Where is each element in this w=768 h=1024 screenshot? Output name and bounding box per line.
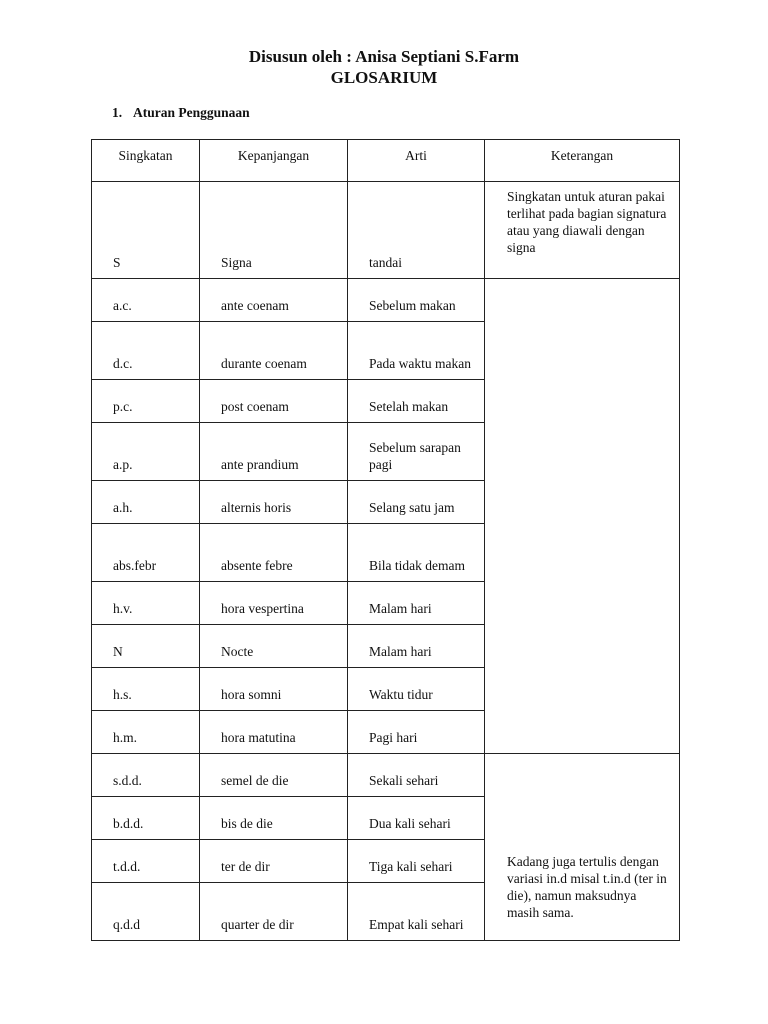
cell-meaning: Pagi hari [348, 711, 485, 754]
cell-abbr: t.d.d. [92, 840, 200, 883]
cell-abbr: h.v. [92, 582, 200, 625]
cell-abbr: p.c. [92, 380, 200, 423]
cell-full: Signa [200, 182, 348, 279]
header-singkatan: Singkatan [92, 140, 200, 182]
cell-full: alternis horis [200, 481, 348, 524]
cell-note-frequency: Kadang juga tertulis dengan variasi in.d misal t.in.d (ter in die), namun maksudnya masih sama. [485, 754, 680, 941]
cell-abbr: h.s. [92, 668, 200, 711]
cell-full: ante prandium [200, 423, 348, 481]
cell-full: bis de die [200, 797, 348, 840]
cell-full: ante coenam [200, 279, 348, 322]
cell-meaning: Pada waktu makan [348, 322, 485, 380]
section-heading [112, 105, 250, 121]
table-row [92, 182, 680, 279]
cell-meaning: Malam hari [348, 582, 485, 625]
document-author-line: Disusun oleh : Anisa Septiani S.Farm [248, 47, 520, 66]
cell-note-signa: Singkatan untuk aturan pakai terlihat pada bagian signatura atau yang diawali dengan signa [485, 182, 680, 279]
section-number: 1. [112, 105, 123, 120]
cell-meaning: Sebelum sarapan pagi [348, 423, 485, 481]
cell-full: hora somni [200, 668, 348, 711]
glossary-table [91, 139, 680, 941]
cell-abbr: a.p. [92, 423, 200, 481]
cell-meaning: Tiga kali sehari [348, 840, 485, 883]
cell-meaning: Setelah makan [348, 380, 485, 423]
header-kepanjangan: Kepanjangan [200, 140, 348, 182]
cell-full: quarter de dir [200, 883, 348, 941]
document-title: GLOSARIUM [330, 68, 438, 87]
cell-abbr: abs.febr [92, 524, 200, 582]
cell-abbr: q.d.d [92, 883, 200, 941]
cell-meaning: Waktu tidur [348, 668, 485, 711]
cell-full: post coenam [200, 380, 348, 423]
table-row [92, 279, 680, 322]
cell-full: Nocte [200, 625, 348, 668]
header-keterangan: Keterangan [485, 140, 680, 182]
cell-abbr: h.m. [92, 711, 200, 754]
cell-abbr: d.c. [92, 322, 200, 380]
cell-abbr: b.d.d. [92, 797, 200, 840]
cell-meaning: Empat kali sehari [348, 883, 485, 941]
cell-abbr: a.h. [92, 481, 200, 524]
cell-full: absente febre [200, 524, 348, 582]
cell-meaning: Bila tidak demam [348, 524, 485, 582]
cell-full: hora vespertina [200, 582, 348, 625]
cell-note-empty [485, 279, 680, 754]
cell-full: ter de dir [200, 840, 348, 883]
table-row [92, 754, 680, 797]
cell-abbr: N [92, 625, 200, 668]
cell-full: semel de die [200, 754, 348, 797]
cell-meaning: Selang satu jam [348, 481, 485, 524]
cell-meaning: tandai [348, 182, 485, 279]
table-header-row [92, 140, 680, 182]
cell-full: hora matutina [200, 711, 348, 754]
cell-full: durante coenam [200, 322, 348, 380]
header-arti: Arti [348, 140, 485, 182]
cell-meaning: Dua kali sehari [348, 797, 485, 840]
cell-abbr: S [92, 182, 200, 279]
cell-meaning: Malam hari [348, 625, 485, 668]
cell-meaning: Sebelum makan [348, 279, 485, 322]
section-title: Aturan Penggunaan [133, 105, 250, 120]
cell-abbr: a.c. [92, 279, 200, 322]
cell-abbr: s.d.d. [92, 754, 200, 797]
cell-meaning: Sekali sehari [348, 754, 485, 797]
